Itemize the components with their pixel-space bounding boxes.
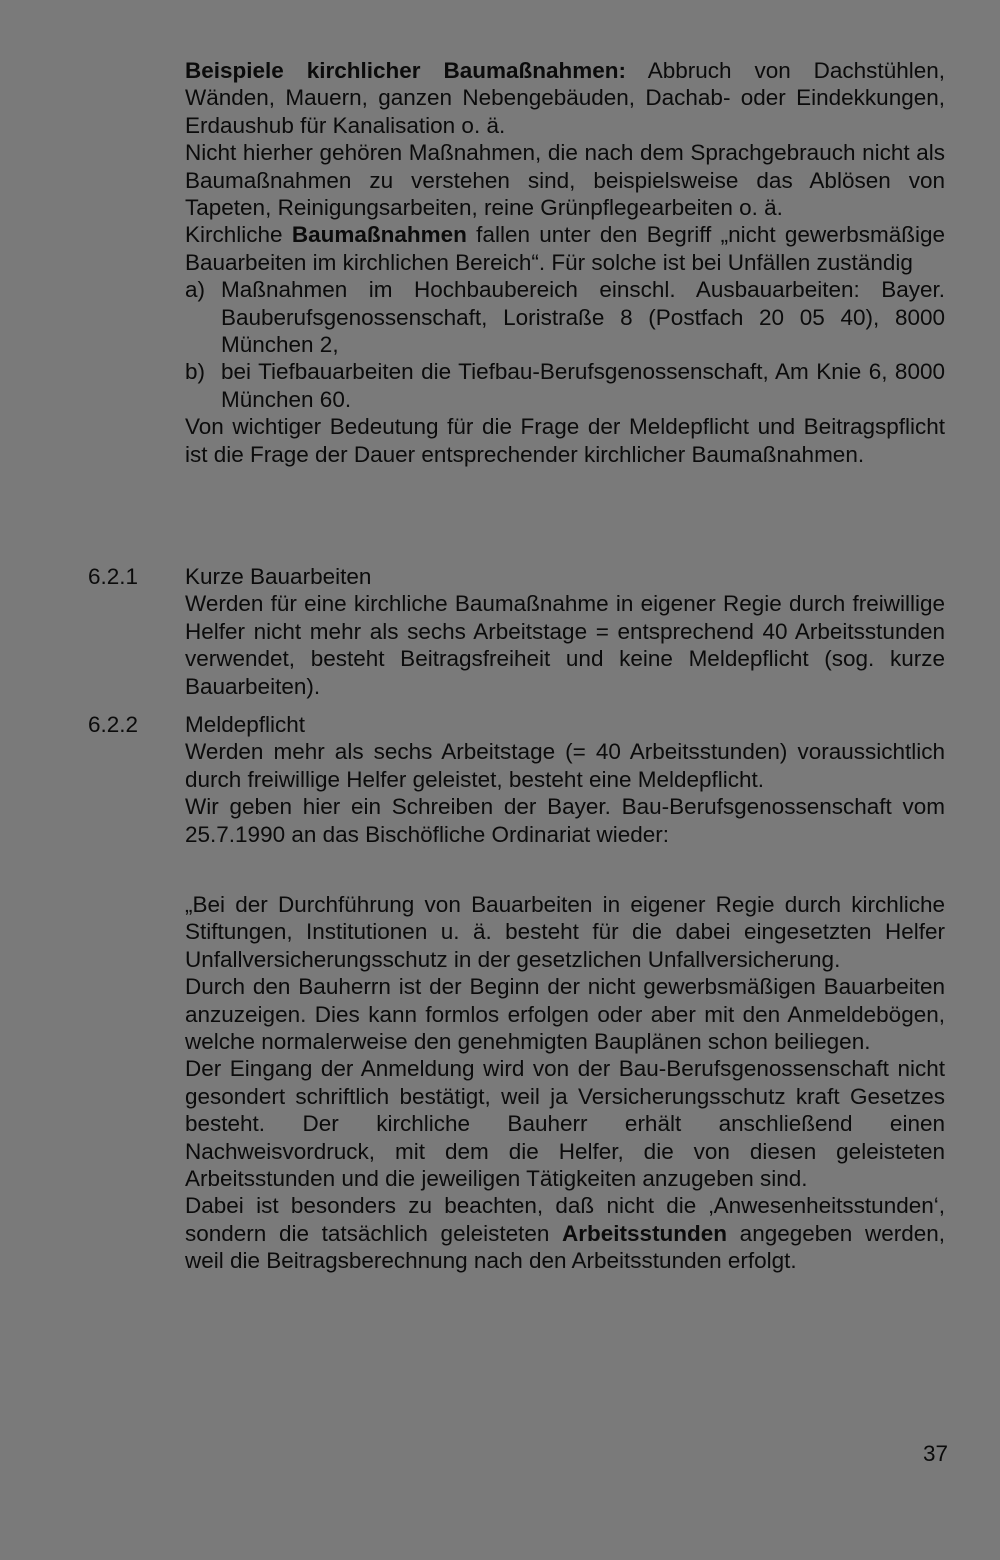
list-text: bei Tiefbauarbeiten die Tiefbau-Berufsgenossenschaft, Am Knie 6, 8000 München 60.: [221, 359, 945, 412]
section-number-621: 6.2.1: [88, 564, 139, 589]
intro-block: [185, 57, 945, 468]
quote-text-b: angegeben werden, weil die Beitragsberechnung nach den Arbeitsstunden erfolgt.: [185, 1220, 945, 1274]
section-heading: Kurze Bauarbeiten: [185, 564, 372, 589]
responsibility-text-b: fallen unter den Begriff „nicht gewerbsmäßige Bauarbeiten im kirchlichen Bereich“. Für solche ist bei Unfällen zuständig: [185, 222, 945, 275]
responsibility-paragraph: [185, 221, 945, 276]
section-heading: Meldepflicht: [185, 712, 306, 737]
responsibility-text-a: Kirchliche: [185, 222, 292, 248]
quote-paragraph: „Bei der Durchführung von Bauarbeiten in eigener Regie durch kirchliche Stiftungen, Institutionen u. ä. besteht für die dabei eingesetzten Helfer Unfallversicherungsschutz in der gesetzlichen Unfallversicherung.: [185, 892, 945, 972]
list-item-b: [185, 358, 945, 413]
quote-paragraph: Durch den Bauherrn ist der Beginn der nicht gewerbsmäßigen Bauarbeiten anzuzeigen. Dies kann formlos erfolgen oder aber mit den Anmeldebögen, welche normalerweise den genehmigten Bauplänen schon beiliegen.: [185, 974, 945, 1055]
examples-paragraph: [185, 57, 945, 139]
section-body: Werden für eine kirchliche Baumaßnahme in eigener Regie durch freiwillige Helfer nicht mehr als sechs Arbeitstage = entsprechend 40 Arbeitsstunden verwendet, besteht Beitragsfreiheit und keine Meldepflicht (sog. kurze Bauarbeiten).: [185, 591, 945, 699]
quote-paragraph: [185, 1192, 945, 1274]
list-item-a: [185, 276, 945, 358]
list-marker: b): [185, 359, 206, 385]
exclusions-paragraph: Nicht hierher gehören Maßnahmen, die nach dem Sprachgebrauch nicht als Baumaßnahmen zu verstehen sind, beispielsweise das Ablösen von Tapeten, Reinigungsarbeiten, reine Grünpflegearbeiten o. ä.: [185, 140, 945, 221]
list-marker: a): [185, 277, 206, 303]
section-body: Wir geben hier ein Schreiben der Bayer. Bau-Berufsgenossenschaft vom 25.7.1990 an das Bischöfliche Ordinariat wieder:: [185, 794, 945, 847]
section-622: [185, 711, 945, 848]
list-text: Maßnahmen im Hochbaubereich einschl. Ausbauarbeiten: Bayer. Bauberufsgenossenschaft, Loristraße 8 (Postfach 20 05 40), 8000 München 2,: [221, 277, 945, 358]
quote-paragraph: Der Eingang der Anmeldung wird von der Bau-Berufsgenossenschaft nicht gesondert schriftlich bestätigt, weil ja Versicherungsschutz kraft Gesetzes besteht. Der kirchliche Bauherr erhält anschließend einen Nachweisvordruck, mit dem die Helfer, die von diesen geleisteten Arbeitsstunden und die jeweiligen Tätigkeiten anzugeben sind.: [185, 1056, 945, 1192]
examples-text: Abbruch von Dachstühlen, Wänden, Mauern, ganzen Nebengebäuden, Dachab- oder Eindekkungen, Erdaushub für Kanalisation o. ä.: [185, 58, 945, 138]
quote-text-a: Dabei ist besonders zu beachten, daß nicht die ‚Anwesenheitsstunden‘, sondern die tatsächlich geleisteten: [185, 1193, 945, 1246]
page-number: 37: [922, 1441, 948, 1466]
section-number-622: 6.2.2: [88, 712, 139, 737]
section-621: [185, 563, 945, 700]
quote-bold: Arbeitsstunden: [562, 1220, 728, 1246]
importance-paragraph: Von wichtiger Bedeutung für die Frage der Meldepflicht und Beitragspflicht ist die Frage der Dauer entsprechender kirchlicher Baumaßnahmen.: [185, 414, 945, 467]
section-body: Werden mehr als sechs Arbeitstage (= 40 Arbeitsstunden) voraussichtlich durch freiwillige Helfer geleistet, besteht eine Meldepflicht.: [185, 739, 945, 792]
responsibility-bold: Baumaßnahmen: [291, 222, 467, 248]
quoted-letter: [185, 891, 945, 1275]
examples-lead: Beispiele kirchlicher Baumaßnahmen:: [185, 58, 627, 83]
